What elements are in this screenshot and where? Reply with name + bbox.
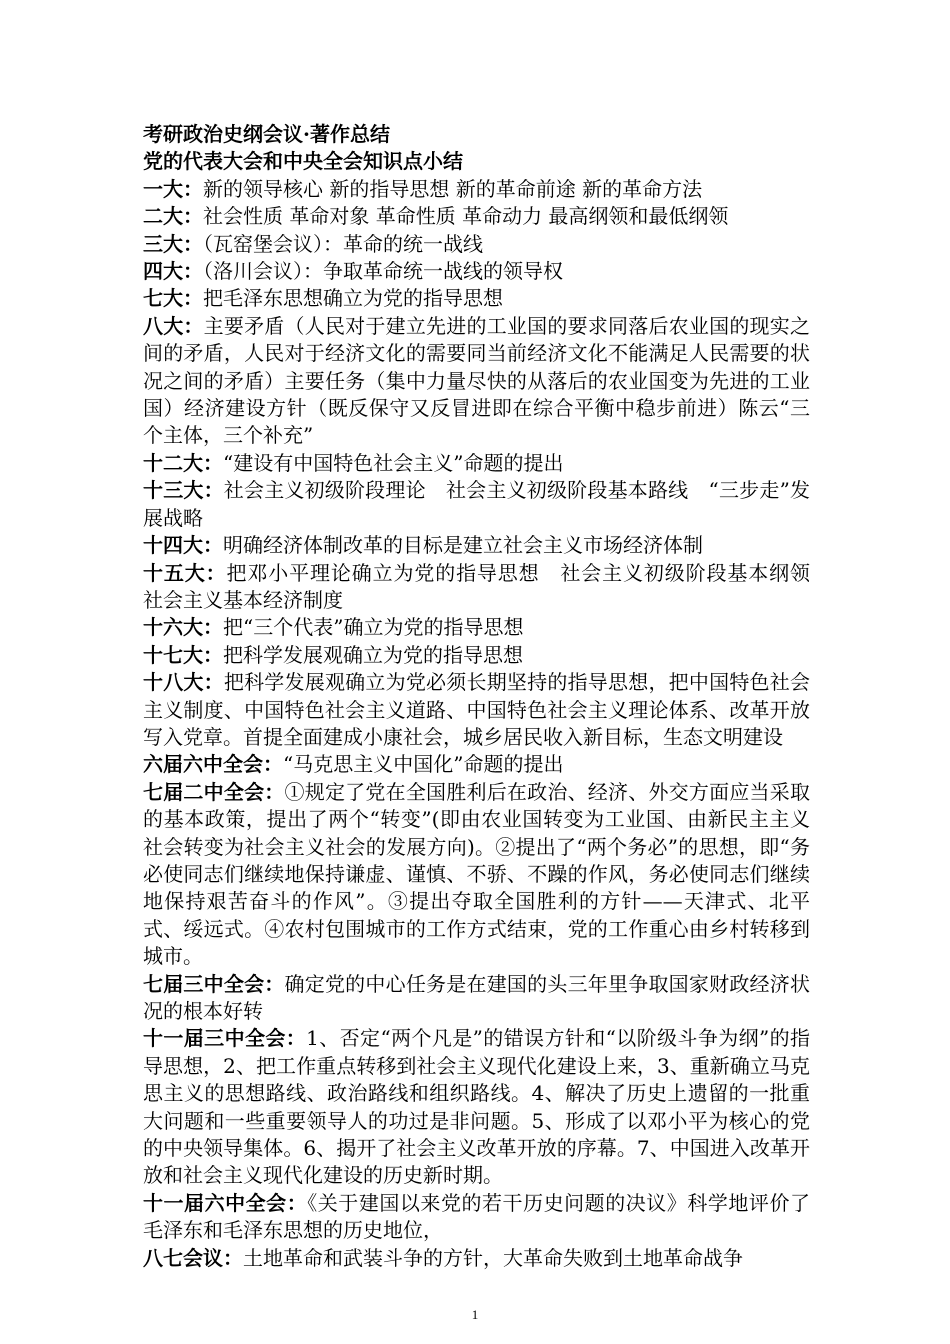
- entry-label: 六届六中全会：: [143, 752, 283, 777]
- entry-label: 十一届六中全会：: [143, 1190, 308, 1215]
- entry-text: 1、否定“两个凡是”的错误方针和“以阶级斗争为纲”的指导思想，2、把工作重点转移到社会主义现代化建设上来，3、重新确立马克思主义的思想路线、政治路线和组织路线。4、解决了历史上遗留的一批重大问题和一些重要领导人的功过是非问题。5、形成了以邓小平为核心的党的中央领导集体。6、揭开了社会主义改革开放的序幕。7、中国进入改革开放和社会主义现代化建设的历史新时期。: [143, 1026, 811, 1188]
- entry-2da: [143, 203, 810, 230]
- entry-7-3-plenum: [143, 971, 810, 1026]
- entry-17da: [143, 642, 810, 669]
- document-body: [143, 121, 831, 1272]
- entry-label: 十四大：: [143, 533, 223, 558]
- entry-text: 明确经济体制改革的目标是建立社会主义市场经济体制: [223, 533, 703, 558]
- entry-6-6-plenum: [143, 751, 810, 778]
- entry-label: 十二大：: [143, 450, 223, 475]
- entry-label: 八大：: [143, 313, 204, 338]
- entry-text: 把毛泽东思想确立为党的指导思想: [203, 286, 503, 311]
- entry-label: 十七大：: [143, 642, 223, 667]
- entry-label: 十一届三中全会：: [143, 1026, 307, 1051]
- entry-text: “建设有中国特色社会主义”命题的提出: [223, 450, 564, 475]
- entry-text: 土地革命和武装斗争的方针，大革命失败到土地革命战争: [243, 1245, 743, 1270]
- entry-text: 把“三个代表”确立为党的指导思想: [223, 615, 524, 640]
- document-title: 考研政治史纲会议·著作总结: [143, 122, 390, 146]
- entry-text: 把邓小平理论确立为党的指导思想 社会主义初级阶段基本纲领 社会主义基本经济制度: [143, 560, 831, 612]
- entry-text: ①规定了党在全国胜利后在政治、经济、外交方面应当采取的基本政策，提出了两个“转变”(即由农业国转变为工业国、由新民主主义社会转变为社会主义社会的发展方向)。②提出了“两个务必”的思想，即“务必使同志们继续地保持谦虚、谨慎、不骄、不躁的作风，务必使同志们继续地保持艰苦奋斗的作风”。③提出夺取全国胜利的方针——天津式、北平式、绥远式。④农村包围城市的工作方式结束，党的工作重心由乡村转移到城市。: [143, 779, 810, 969]
- entry-text: 把科学发展观确立为党必须长期坚持的指导思想，把中国特色社会主义制度、中国特色社会主义道路、中国特色社会主义理论体系、改革开放写入党章。首提全面建成小康社会，城乡居民收入新目标，生态文明建设: [143, 670, 810, 749]
- entry-label: 四大：: [143, 259, 203, 284]
- entry-3da: [143, 231, 810, 258]
- entry-label: 一大：: [143, 176, 203, 201]
- entry-text: 确定党的中心任务是在建国的头三年里争取国家财政经济状况的根本好转: [143, 971, 810, 1023]
- entry-text: （瓦窑堡会议）：革命的统一战线: [203, 231, 483, 256]
- entry-14da: [143, 532, 810, 559]
- entry-label: 十六大：: [143, 615, 223, 640]
- entry-text: 把科学发展观确立为党的指导思想: [223, 642, 523, 667]
- entry-label: 八七会议：: [143, 1245, 243, 1270]
- entry-8da: [143, 313, 810, 450]
- page-number: 1: [471, 1307, 479, 1322]
- entry-text: 社会性质 革命对象 革命性质 革命动力 最高纲领和最低纲领: [203, 204, 729, 229]
- entry-7-2-plenum: [143, 779, 810, 971]
- entry-text: “马克思主义中国化”命题的提出: [283, 752, 564, 777]
- entry-label: 七届三中全会：: [143, 971, 285, 996]
- entry-1da: [143, 176, 810, 203]
- entry-label: 十八大：: [143, 670, 224, 695]
- entry-4da: [143, 258, 810, 285]
- entry-text: 社会主义初级阶段理论 社会主义初级阶段基本路线 “三步走”发展战略: [143, 478, 810, 530]
- entry-11-3-plenum: [143, 1025, 810, 1189]
- entry-label: 七大：: [143, 286, 203, 311]
- entry-11-6-plenum: [143, 1190, 810, 1245]
- entry-label: 十五大：: [143, 560, 227, 585]
- entry-13da: [143, 477, 810, 532]
- document-subtitle: 党的代表大会和中央全会知识点小结: [143, 149, 463, 174]
- entry-label: 三大：: [143, 231, 203, 256]
- entry-label: 二大：: [143, 204, 203, 229]
- entry-15da: [143, 560, 831, 615]
- entry-text: 《关于建国以来党的若干历史问题的决议》科学地评价了毛泽东和毛泽东思想的历史地位，: [143, 1190, 810, 1243]
- entry-label: 十三大：: [143, 478, 224, 503]
- entry-7da: [143, 285, 810, 312]
- entry-12da: [143, 450, 810, 477]
- entry-18da: [143, 669, 810, 751]
- entry-87-meeting: [143, 1245, 810, 1272]
- entry-16da: [143, 614, 810, 641]
- entry-text: （洛川会议）：争取革命统一战线的领导权: [203, 259, 563, 284]
- entry-text: 主要矛盾（人民对于建立先进的工业国的要求同落后农业国的现实之间的矛盾，人民对于经济文化的需要同当前经济文化不能满足人民需要的状况之间的矛盾）主要任务（集中力量尽快的从落后的农业国变为先进的工业国）经济建设方针（既反保守又反冒进即在综合平衡中稳步前进）陈云“三个主体，三个补充”: [143, 313, 810, 448]
- entry-text: 新的领导核心 新的指导思想 新的革命前途 新的革命方法: [203, 176, 703, 201]
- entry-label: 七届二中全会：: [143, 779, 285, 804]
